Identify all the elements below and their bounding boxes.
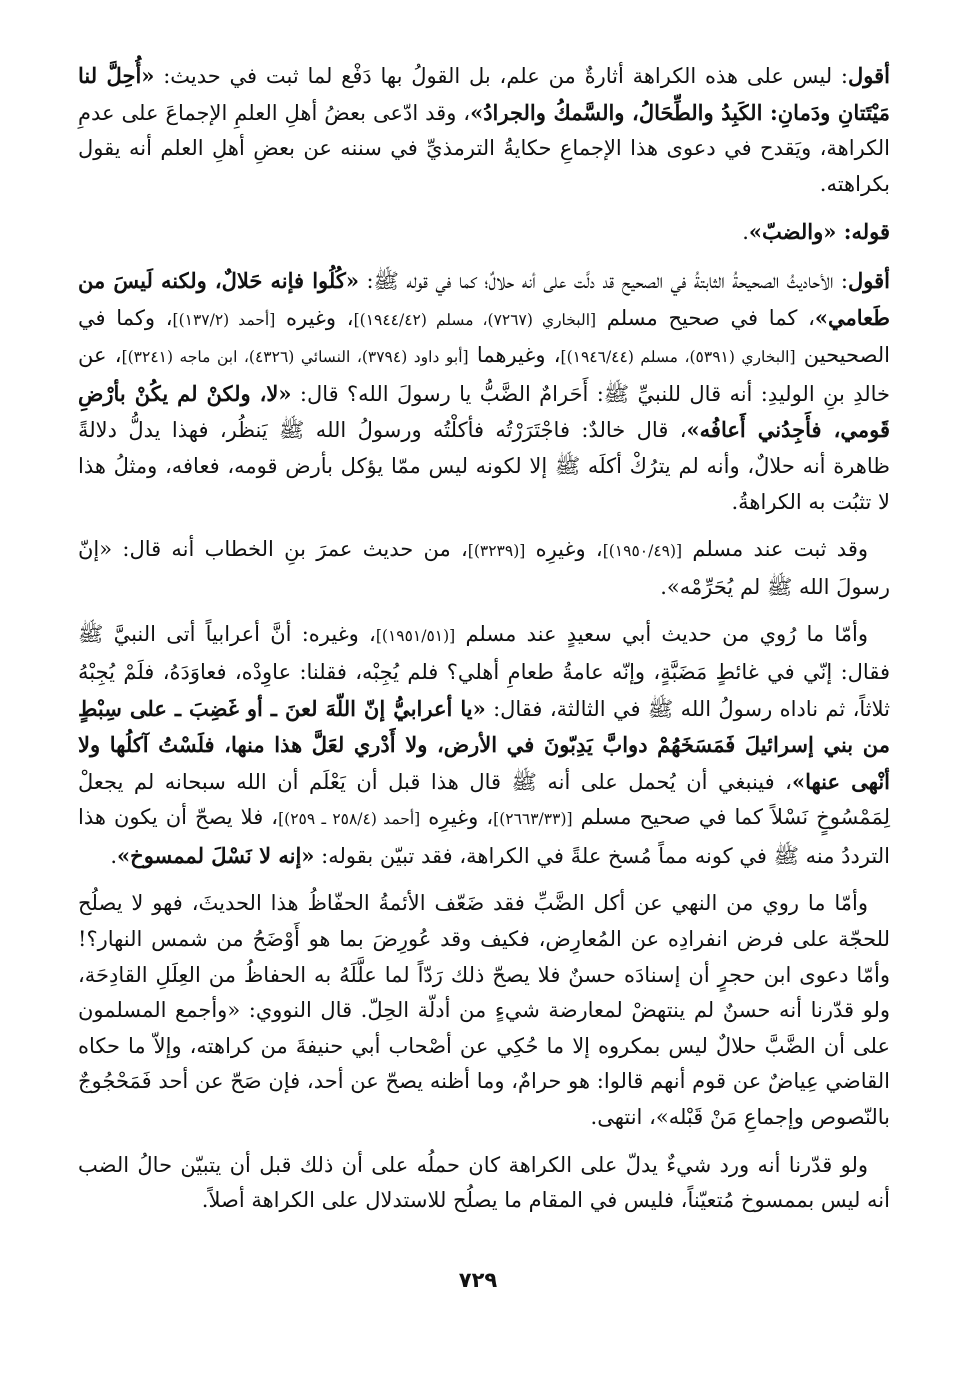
citation-ref: [(٢٦٦٣/٣٣)] xyxy=(493,810,573,829)
citation-ref: [(٣٢٣٩)] xyxy=(467,542,526,561)
citation-ref: [أحمد (٢٥٨/٤ ـ ٢٥٩)] xyxy=(278,810,421,829)
text-run: ، وغيرهما xyxy=(468,343,561,368)
paragraph-7 xyxy=(78,1148,890,1219)
text-run: : الأحاديثُ الصحيحةُ الثابتةُ في الصحيح قد دلَّت على أنه حلالٌ؛ كما في قوله ﷺ: xyxy=(358,268,849,293)
hadith-quote: «يا أعرابيُّ إنّ اللّهَ لعنَ ـ أو غَضِبَ ـ على سِبْطٍ من بني إسرائيلَ فَمَسَخَهُمْ دوابَّ يَدِبّونَ في الأرض، ولا أَدْري لعَلَّ هذا منها، فلَسْتُ آكلُها ولا أنْهى عنها» xyxy=(78,695,891,794)
paragraph-2 xyxy=(78,214,890,251)
citation-ref: [أبو داود (٣٧٩٤)، النسائي (٤٣٢٦)، ابن ماجه (٣٢٤١)] xyxy=(121,348,469,367)
paragraph-4 xyxy=(78,532,890,605)
page-body xyxy=(78,58,890,1231)
paragraph-1 xyxy=(78,58,890,202)
text-run: وأمّا ما روي من النهي عن أكل الضَّبِّ فقد ضَعّف الأئمةُ الحفّاظُ هذا الحديثَ، فهو لا يصلُح للحجّة على فرض انفرادِه عن المُعارِض، فكيف وقد عُورِضَ بما هو أَوْضَحُ من شمس النهار؟! وأمّا دعوى ابن حجرٍ أن إسنادَه حسنٌ فلا يصحّ ذلك رَدّاً لما علَّلَهُ به الحفاظُ من العِلَلِ القادِحَة، ولو قدّرنا أنه حسنٌ لم ينتهضْ لمعارضة شيءٍ من أدلّة الحِلّ. قال النووي: «وأجمع المسلمون على أن الضَّبَّ حلالٌ ليس بمكروه إلا ما حُكِي عن أصْحاب أبي حنيفةَ من كراهته، وإلاّ ما حكاه القاضي عِياضٌ عن قوم أنهم قالوا: هو حرامٌ، وما أظنه يصحّ عن أحد، فإن صَحّ عن أحد فَمَحْجُوجٌ بالنّصوص وإجماعِ مَنْ قَبْله»، انتهى. xyxy=(78,891,890,1130)
text-run: ، وغيره: أنَّ أعرابياً أتى النبيَّ ﷺ فقال: إنّي في غائطٍ مَضَبَّةٍ، وإنّه عامةُ طعامِ أهلي؟ فلم يُجِبْه، فقلنا: عاوِدْه، فعاوَدَهُ، فلَمْ يُجِبْهُ ثلاثاً، ثم ناداه رسولُ الله ﷺ في الثالثة، فقال: xyxy=(78,622,890,721)
text-run: ، قال خالدٌ: فاجْتَرَرْتُه فأكلْتُه ورسولُ الله ﷺ يَنظُر، فهذا يدلُّ دلالةً ظاهرة أنه حلالٌ، وأنه لم يترُكْ أكلَه ﷺ إلا لكونه ليس ممّا يؤكل بأرض قومه، فعافه، ومثلُ هذا لا تثبُت به الكراهةُ. xyxy=(78,418,890,514)
hadith-quote: «إنه لا نَسْلَ لممسوخ» xyxy=(117,842,315,868)
paragraph-6 xyxy=(78,886,890,1135)
citation-ref: [(١٩٥٠/٤٩)] xyxy=(602,542,683,561)
citation-ref: [أحمد (١٣٧/٢)] xyxy=(172,310,276,329)
text-run: ، وغيرِه xyxy=(525,537,603,562)
text-run: ، فلا يصحّ أن يكون هذا الترددُ منه ﷺ في كونه مماً مُسخ علةً في الكراهة، فقد تبيّن بقوله: xyxy=(78,805,890,868)
text-run: ، كما في صحيح مسلم xyxy=(596,305,815,330)
citation-ref: [البخاري (٧٢٦٧)، مسلم (١٩٤٤/٤٢)] xyxy=(353,310,597,329)
qawluhu-label: قوله: xyxy=(836,219,890,245)
text-run: ، وغيره xyxy=(275,305,354,330)
text-run: ، عن خالدِ بنِ الوليدِ: أنه قال للنبيِّ ﷺ: أَحَرامٌ الضَّبُّ يا رسولَ الله؟ قال: xyxy=(78,343,890,406)
text-run: ، فينبغي أن يُحمل على أنه ﷺ قال هذا قبل أن يَعْلَم أن الله سبحانه لم يجعلْ لِمَمْسُوخٍ نَسْلاً كما في صحيح مسلم xyxy=(78,769,890,830)
citation-ref: [البخاري (٥٣٩١)، مسلم (١٩٤٦/٤٤)] xyxy=(560,348,796,367)
text-run: ، وكما في الصحيحين xyxy=(78,305,891,368)
quoted-term: «والضبّ» xyxy=(748,219,837,245)
text-run: وقد ثبت عند مسلم xyxy=(682,537,868,562)
text-run: وأمّا ما رُوي من حديث أبي سعيدٍ عند مسلم xyxy=(455,622,868,647)
paragraph-3 xyxy=(78,263,890,520)
text-run: . xyxy=(110,843,118,868)
page-number: ٧٢٩ xyxy=(458,1268,498,1292)
text-run: ولو قدّرنا أنه ورد شيءٌ يدلّ على الكراهة كان حملُه على أن ذلك قبل أن يتبيّن حالُ الضب أنه ليس بممسوخ مُتعيّناً، فليس في المقام ما يصلُح للاستدلال على الكراهة أصلاً. xyxy=(78,1152,890,1213)
text-run: : ليس على هذه الكراهة أثارةٌ من علم، بل القولُ بها دَفْع لما ثبت في حديث: xyxy=(154,64,849,88)
text-run: ، وغيرِه xyxy=(420,805,494,830)
citation-ref: [(١٩٥١/٥١)] xyxy=(375,627,456,646)
text-run: ، وقد ادّعى بعضُ أهلِ العلمِ الإجماعَ على عدمِ الكراهة، ويَقدح في دعوى هذا الإجماعِ حكايةُ الترمذيِّ في سننه عن بعضِ أهلِ العلم أنه يقول بكراهته. xyxy=(78,100,890,196)
hadith-quote: «كُلُوا فإنه حَلالٌ، ولكنه لَيسَ من طَعامي» xyxy=(78,267,890,330)
text-run: ، من حديث عمرَ بنِ الخطاب أنه قال: «إنّ رسولَ الله ﷺ لم يُحَرِّمْه». xyxy=(78,537,890,599)
text-run: . xyxy=(742,220,749,245)
hadith-quote: «لا، ولكنْ لم يكُنْ بأرْضِ قَومي، فأَجِدُني أَعافُه» xyxy=(78,380,891,443)
hadith-quote: «أُحِلَّ لنا مَيْتَتانِ ودَمانِ: الكَبِدُ والطِّحَالُ، والسَّمكُ والجرادُ» xyxy=(78,63,890,125)
aqul-label: أقول xyxy=(848,267,890,293)
paragraph-5 xyxy=(78,617,890,874)
aqul-label: أقول xyxy=(848,63,890,88)
